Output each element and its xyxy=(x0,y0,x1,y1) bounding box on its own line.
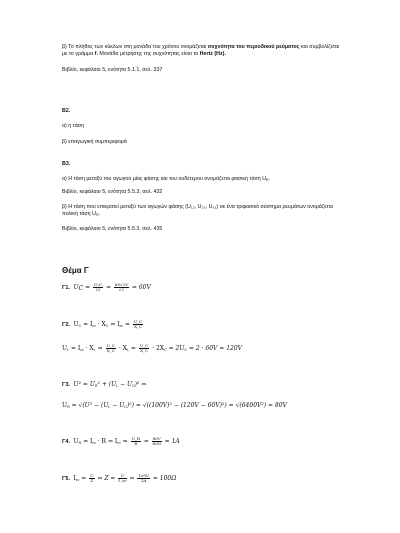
g3-equation-2: $U_R = √(U^2 - (U_L - U_C)^2) = √((100V)^2 - (120V - 60V)^2) = √(6400V^2) = 80V$ xyxy=(62,402,287,409)
g2-equation-1: Γ2. $U_C = I_{\varepsilon\nu} \cdot X_C$ ⇔ $I_{\varepsilon\nu}$ = $\frac{U\_C}{X\_C}$ xyxy=(62,319,143,330)
b2-answer-a: α) η τάση xyxy=(62,123,85,129)
b2-answer-b: β) επαγωγική συμπεριφορά xyxy=(62,139,127,145)
g5-equation: Γ5. $I_{\varepsilon\nu}$ = $\frac{U}{Z}$ ⇔ Z = $\frac{U}{I\_\varepsilon\nu}$ = $\frac{100V}{1A}$ = 100Ω xyxy=(62,473,177,484)
g1-equation: Γ1. $U_C$ = $\frac{\text{U₀C}}{√2}$ = $\frac{60√2V}{√2}$ = 60V xyxy=(62,282,151,293)
b3-answer-b: β) Η τάση που επικρατεί μεταξύ των αγωγών φάσης (U₁₂, U₂₃, U₃₁) σε ένα τριφασικό σύστημα ρευμάτων ονομάζεται πολική τάση $U_\Pi$. xyxy=(62,204,333,217)
b3-heading: Β3. xyxy=(62,161,71,167)
g2-equation-2: $U_L = I_{\varepsilon\nu} \cdot X_L$ = $\frac{U\_C}{X\_C}$ · $X_L$ = $\frac{U\_C}{X\_C}$ · $2X_C = 2U_C = 2 \cdot 60V = 120V$ xyxy=(62,343,242,354)
b-frequency-paragraph: β) Το πλήθος των κύκλων στη μονάδα του χρόνου ονομάζεται συχνότητα του περιοδικού ρεύματος και συμβολίζεται με το γράμμα f. Μονάδα μέτρησης της συχνότητας είναι το Hertz (Hz). xyxy=(62,44,340,57)
b2-heading: Β2. xyxy=(62,108,71,114)
g3-equation-1: Γ3. $U^2 = U_R^2 + (U_L - U_C)^2$ ⇔ xyxy=(62,381,147,388)
b3-answer-b-ref: Βιβλίο, κεφάλαιο 5, ενότητα 5.5.3, σελ. 435 xyxy=(62,226,163,232)
g4-equation: Γ4. $U_R = I_{\varepsilon\nu} \cdot R$ ⇔ $I_{\varepsilon\nu}$ = $\frac{U\_R}{R}$ = $\frac{80V}{80\Omega}$ = 1A xyxy=(62,436,180,447)
b3-answer-a: α) Η τάση μεταξύ του αγωγού μίας φάσης και του ουδέτερου ονομάζεται φασική τάση $U_R$. xyxy=(62,176,271,182)
b3-answer-a-ref: Βιβλίο, κεφάλαιο 5, ενότητα 5.5.3, σελ. 432 xyxy=(62,189,163,195)
theme-g-title: Θέμα Γ xyxy=(62,266,89,275)
b-frequency-ref: Βιβλίο, κεφάλαιο 5, ενότητα 5.1.1, σελ. 337 xyxy=(62,67,163,73)
